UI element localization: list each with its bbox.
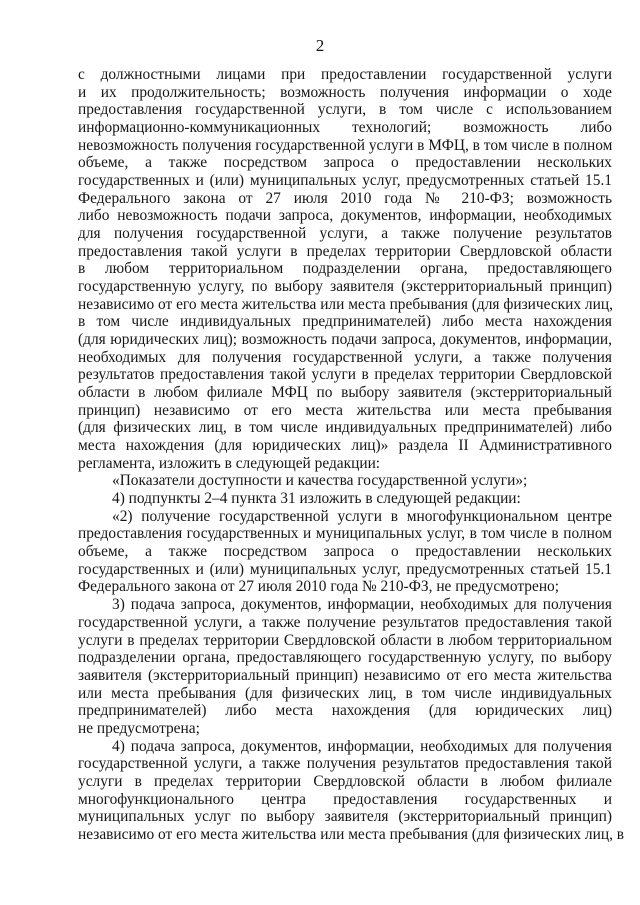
text-line: области в любом филиале МФЦ по выбору заявителя (экстерриториальный (78, 384, 612, 402)
text-line: государственных и (или) муниципальных услуг, предусмотренных статьей 15.1 (78, 172, 612, 190)
text-line: в том числе индивидуальных предпринимателей) либо места нахождения (78, 313, 612, 331)
text-line: принцип) независимо от его места жительства или места пребывания (78, 401, 612, 419)
text-line: 4) подпункты 2–4 пункта 31 изложить в следующей редакции: (112, 490, 521, 508)
text-line: необходимых для получения государственной услуги, а также получения (78, 348, 612, 366)
text-line: результатов предоставления такой услуги в пределах территории Свердловской (78, 366, 612, 384)
text-line: предоставления государственной услуги, в том числе с использованием (78, 101, 612, 119)
text-line: предоставления государственных и муниципальных услуг, в том числе в полном (78, 525, 612, 543)
text-line: места нахождения (для юридических лиц)» раздела II Административного (78, 437, 612, 455)
text-line: государственных и (или) муниципальных услуг, предусмотренных статьей 15.1 (78, 560, 612, 578)
text-line: государственную услугу, по выбору заявителя (экстерриториальный принцип) (78, 278, 612, 296)
text-line: не предусмотрена; (78, 719, 200, 737)
text-line: заявителя (экстерриториальный принцип) независимо от его места жительства (78, 666, 612, 684)
text-line: муниципальных услуг по выбору заявителя (экстерриториальный принцип) (78, 808, 612, 826)
text-line: «Показатели доступности и качества государственной услуги»; (112, 472, 528, 490)
text-line: или места пребывания (для физических лиц, в том числе индивидуальных (78, 684, 612, 702)
text-line: предоставления такой услуги в пределах территории Свердловской области (78, 242, 612, 260)
text-line: «2) получение государственной услуги в многофункциональном центре (112, 507, 612, 525)
text-line: регламента, изложить в следующей редакции: (78, 454, 381, 472)
text-line: государственной услуги, а также получение результатов предоставления такой (78, 613, 612, 631)
page-number: 2 (315, 36, 325, 55)
text-line: услуги в пределах территории Свердловской области в любом филиале (78, 772, 612, 790)
text-line: Федерального закона от 27 июля 2010 года № 210-ФЗ, не предусмотрено; (78, 578, 560, 596)
text-line: информационно-коммуникационных технологий; возможность либо (78, 119, 612, 137)
text-line: с должностными лицами при предоставлении государственной услуги (78, 66, 612, 83)
text-line: услуги в пределах территории Свердловской области в любом территориальном (78, 631, 612, 649)
text-line: независимо от его места жительства или места пребывания (для физических лиц, (78, 295, 613, 313)
text-line: в любом территориальном подразделении органа, предоставляющего (78, 260, 612, 278)
text-line: (для физических лиц, в том числе индивидуальных предпринимателей) либо (78, 419, 612, 437)
text-line: многофункционального центра предоставления государственных и (78, 790, 612, 808)
text-line: для получения государственной услуги, а также получение результатов (78, 225, 612, 243)
text-line: государственной услуги, а также получения результатов предоставления такой (78, 755, 612, 773)
text-line: и их продолжительность; возможность получения информации о ходе (78, 83, 612, 101)
text-line: независимо от его места жительства или места пребывания (для физических лиц, в (78, 825, 625, 843)
text-line: (для юридических лиц); возможность подачи запроса, документов, информации, (78, 331, 612, 349)
text-line: Федерального закона от 27 июля 2010 года № 210-ФЗ; возможность (78, 189, 612, 207)
text-line: 3) подача запроса, документов, информации, необходимых для получения (112, 596, 612, 614)
text-line: подразделении органа, предоставляющего государственную услугу, по выбору (78, 649, 612, 667)
text-line: объеме, а также посредством запроса о предоставлении нескольких (78, 154, 612, 172)
text-line: либо невозможность подачи запроса, документов, информации, необходимых (78, 207, 612, 225)
text-line: объеме, а также посредством запроса о предоставлении нескольких (78, 543, 612, 561)
text-line: предпринимателей) либо места нахождения (для юридических лиц) (78, 702, 612, 720)
body-text (78, 66, 625, 844)
text-line: невозможность получения государственной услуги в МФЦ, в том числе в полном (78, 136, 613, 154)
text-line: 4) подача запроса, документов, информации, необходимых для получения (112, 737, 612, 755)
